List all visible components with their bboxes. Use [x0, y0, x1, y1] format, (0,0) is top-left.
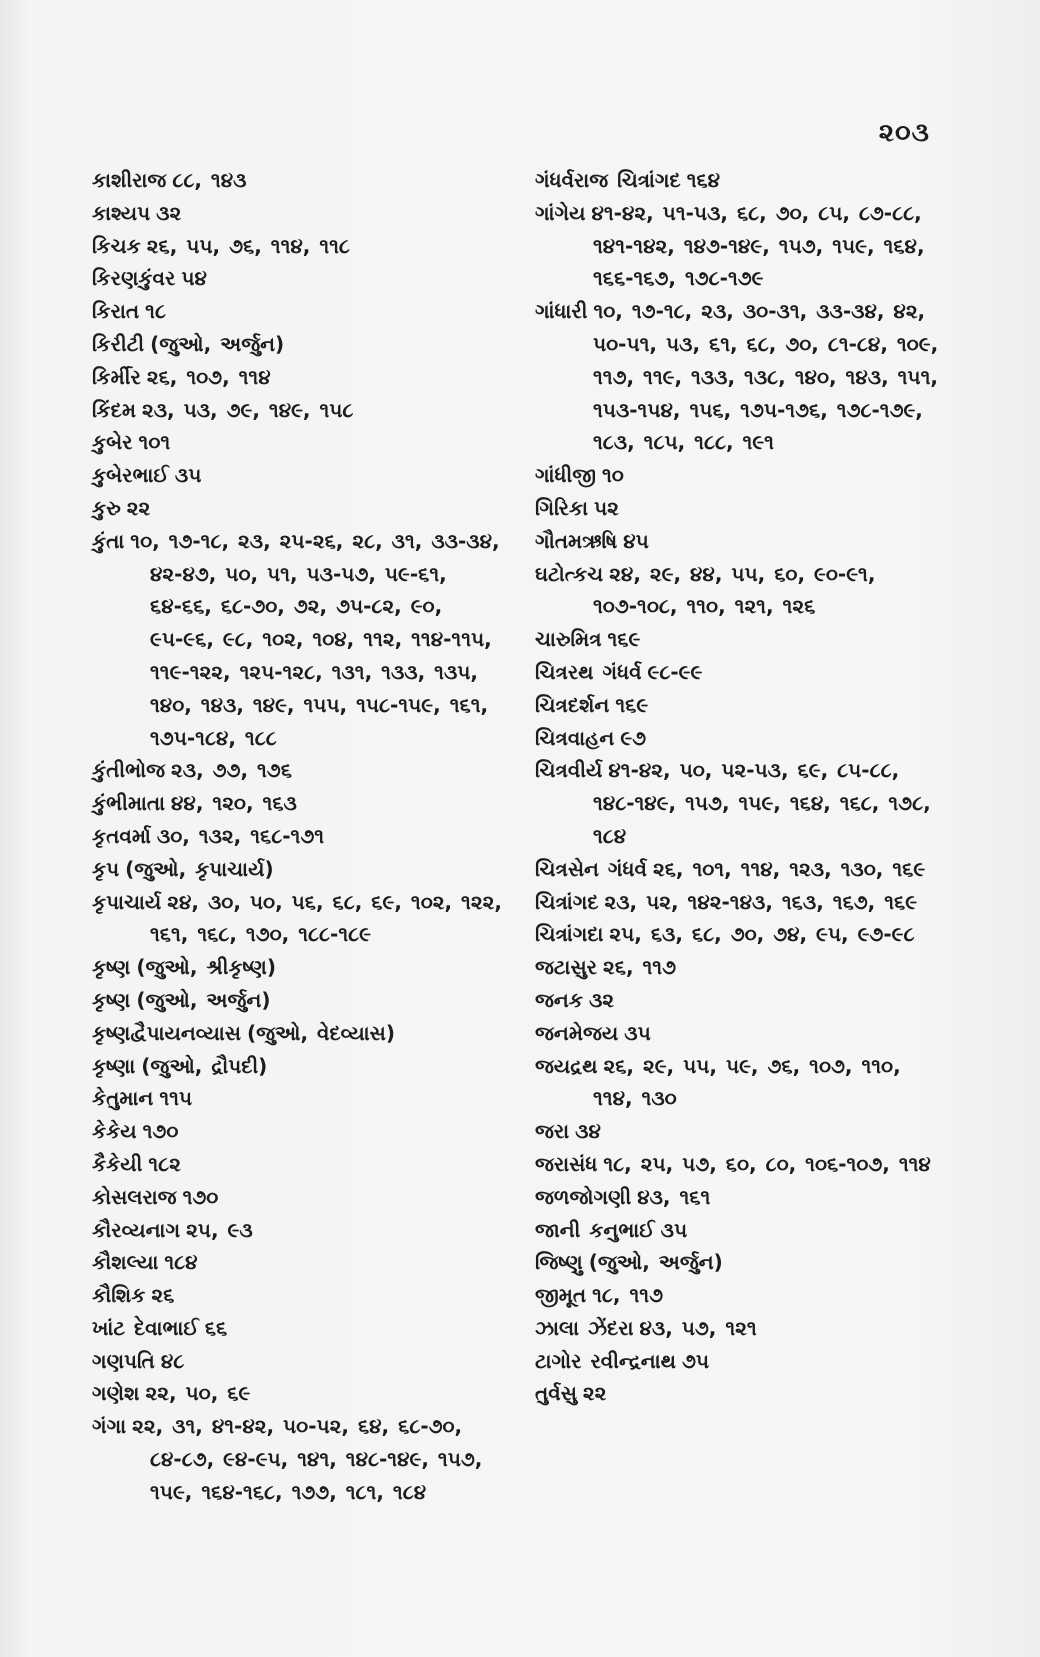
index-entry: [92, 1377, 507, 1410]
index-entry: [92, 1181, 507, 1214]
index-page-refs: ૨૪, ૨૯, ૪૪, ૫૫, ૬૦, ૯૦-૯૧, ૧૦૭-૧૦૮, ૧૧૦, ૧૨૧, ૧૨૬: [593, 561, 876, 619]
index-term: ગંગા: [92, 1414, 127, 1439]
index-column-right: [535, 164, 945, 1410]
index-page-refs: ૪૪, ૧૨૦, ૧૬૩: [171, 791, 297, 816]
index-entry: [92, 295, 507, 328]
index-entry: [92, 886, 507, 952]
index-term: જરા: [535, 1119, 570, 1144]
index-page-refs: ૪૧-૪૨, ૫૧-૫૩, ૬૮, ૭૦, ૮૫, ૮૭-૮૮, ૧૪૧-૧૪૨, ૧૪૭-૧૪૯, ૧૫૭, ૧૫૯, ૧૬૪, ૧૬૬-૧૬૭, ૧૭૮-૧૭૯: [591, 200, 925, 291]
index-term: કુંતીભોજ: [92, 758, 166, 783]
index-term: કાશ્યપ: [92, 200, 151, 225]
index-page-refs: ૨૩, ૫૩, ૭૯, ૧૪૯, ૧૫૮: [141, 397, 354, 422]
index-page-refs: ૧૬૯: [607, 627, 641, 652]
index-page-refs: (જુઓ, અર્જુન): [150, 331, 285, 356]
index-term: ગિરિકા: [535, 495, 588, 520]
index-page-refs: ૨૨, ૩૧, ૪૧-૪૨, ૫૦-૫૨, ૬૪, ૬૮-૭૦, ૮૪-૮૭, ૯૪-૯૫, ૧૪૧, ૧૪૮-૧૪૯, ૧૫૭, ૧૫૯, ૧૬૪-૧૬૮, ૧૭૭, ૧૮૧, ૧૮૪: [132, 1414, 483, 1504]
index-term: કિચક: [92, 233, 141, 258]
index-entry: [535, 295, 945, 459]
index-term: કૃષ્ણ: [92, 955, 131, 980]
index-page-refs: ૧૮૪: [164, 1250, 198, 1275]
index-term: કુંતા: [92, 528, 125, 553]
index-entry: [535, 951, 945, 984]
index-term: જનમેજય: [535, 1020, 619, 1045]
index-term: ચિત્રદર્શન: [535, 692, 610, 717]
index-entry: [535, 492, 945, 525]
index-entry: [535, 1148, 945, 1181]
index-entry: [92, 426, 507, 459]
index-entry: [92, 951, 507, 984]
index-page-refs: ૧૦, ૧૭-૧૮, ૨૩, ૨૫-૨૬, ૨૮, ૩૧, ૩૩-૩૪, ૪૨-૪૭, ૫૦, ૫૧, ૫૩-૫૭, ૫૯-૬૧, ૬૪-૬૬, ૬૮-૭૦, ૭૨, ૭૫-૮૨, ૯૦, ૯૫-૯૬, ૯૮, ૧૦૨, ૧૦૪, ૧૧૨, ૧૧૪-૧૧૫, ૧૧૯-૧૨૨, ૧૨૫-૧૨૮, ૧૩૧, ૧૩૩, ૧૩૫, ૧૪૦, ૧૪૩, ૧૪૯, ૧૫૫, ૧૫૮-૧૫૯, ૧૬૧, ૧૭૫-૧૮૪, ૧૮૮: [130, 528, 500, 750]
index-term: જટાસુર: [535, 955, 597, 980]
index-term: જરાસંધ: [535, 1151, 598, 1176]
index-term: ગંધર્વરાજ ચિત્રાંગદ: [535, 168, 681, 192]
index-term: કૌરવ્યનાગ: [92, 1217, 181, 1242]
index-term: ચારુમિત્ર: [535, 627, 602, 652]
index-page-refs: (જુઓ, દ્રૌપદી): [141, 1053, 268, 1078]
index-page-refs: ૨૨: [582, 1381, 607, 1406]
index-page-refs: ૪૮: [160, 1348, 185, 1373]
index-term: કૃષ્ણા: [92, 1053, 136, 1078]
index-term: કૃષ્ણદ્વૈપાયનવ્યાસ: [92, 1020, 241, 1045]
index-entry: [92, 164, 507, 197]
index-entry: [92, 1345, 507, 1378]
index-entry: [92, 1115, 507, 1148]
index-entry: [92, 754, 507, 787]
index-term: ચિત્રાંગદા: [535, 922, 604, 947]
index-page-refs: ૧૮૨: [148, 1151, 181, 1176]
index-term: કૃતવર્મા: [92, 823, 151, 848]
index-entry: [92, 394, 507, 427]
index-entry: [535, 459, 945, 492]
index-entry: [92, 328, 507, 361]
index-term: કૌશિક: [92, 1283, 146, 1308]
index-term: જયદ્રથ: [535, 1053, 598, 1078]
index-page-refs: ૭૫: [681, 1348, 709, 1373]
index-entry: [92, 820, 507, 853]
index-entry: [535, 1181, 945, 1214]
index-entry: [92, 1148, 507, 1181]
index-term: ચિત્રાંગદ: [535, 889, 599, 914]
index-entry: [92, 1279, 507, 1312]
index-entry: [92, 1246, 507, 1279]
index-term: કૌશલ્યા: [92, 1250, 159, 1275]
index-page-refs: ૧૦, ૧૭-૧૮, ૨૩, ૩૦-૩૧, ૩૩-૩૪, ૪૨, ૫૦-૫૧, ૫૩, ૬૧, ૬૮, ૭૦, ૮૧-૮૪, ૧૦૯, ૧૧૭, ૧૧૯, ૧૩૩, ૧૩૮, ૧૪૦, ૧૪૩, ૧૫૧, ૧૫૩-૧૫૪, ૧૫૬, ૧૭૫-૧૭૬, ૧૭૮-૧૭૯, ૧૮૩, ૧૮૫, ૧૮૮, ૧૯૧: [593, 299, 939, 455]
index-page-refs: ૨૨, ૫૦, ૬૯: [145, 1381, 251, 1406]
index-page-refs: ૧૮, ૧૧૭: [592, 1283, 663, 1308]
index-term: જનક: [535, 987, 583, 1012]
index-page-refs: ૧૬૯: [615, 692, 649, 717]
index-page-refs: ૯૭: [620, 725, 647, 750]
index-entry: [535, 525, 945, 558]
index-entry: [92, 1082, 507, 1115]
index-term: કૃષ્ણ: [92, 987, 131, 1012]
index-page-refs: ૩૫: [624, 1020, 651, 1045]
index-page-refs: ૧૦: [601, 463, 624, 488]
index-term: કૃપાચાર્ય: [92, 889, 162, 914]
index-page-refs: ૮૮, ૧૪૩: [172, 168, 247, 192]
index-entry: [535, 623, 945, 656]
index-entry: [535, 1345, 945, 1378]
index-page-refs: ૪૫: [623, 528, 649, 553]
index-term: કાશીરાજ: [92, 168, 167, 192]
index-page-refs: ૨૨: [126, 495, 151, 520]
index-term: ચિત્રવાહન: [535, 725, 615, 750]
index-page-refs: ૨૬, ૧૧૭: [603, 955, 677, 980]
index-term: ચિત્રરથ ગંધર્વ: [535, 659, 642, 684]
index-term: ચિત્રસેન ગંધર્વ: [535, 856, 647, 881]
index-term: કૈકેયી: [92, 1151, 143, 1176]
index-term: ચિત્રવીર્ય: [535, 758, 603, 783]
index-entry: [535, 918, 945, 951]
index-entry: [535, 886, 945, 919]
index-page-refs: ૫૨: [594, 495, 619, 520]
index-term: ગણેશ: [92, 1381, 140, 1406]
index-page-refs: ૨૬, ૫૫, ૭૬, ૧૧૪, ૧૧૮: [146, 233, 350, 258]
index-page-refs: ૩૨: [156, 200, 182, 225]
index-term: જિષ્ણુ: [535, 1250, 583, 1275]
index-page-refs: ૨૬, ૨૯, ૫૫, ૫૯, ૭૬, ૧૦૭, ૧૧૦, ૧૧૪, ૧૩૦: [593, 1053, 901, 1111]
index-page-refs: ૧૮, ૨૫, ૫૭, ૬૦, ૮૦, ૧૦૬-૧૦૭, ૧૧૪: [603, 1151, 931, 1176]
index-entry: [92, 1214, 507, 1247]
index-page-refs: ૪૧-૪૨, ૫૦, ૫૨-૫૩, ૬૯, ૮૫-૮૮, ૧૪૮-૧૪૯, ૧૫૭, ૧૫૯, ૧૬૪, ૧૬૮, ૧૭૮, ૧૮૪: [593, 758, 931, 848]
index-entry: [535, 722, 945, 755]
index-entry: [92, 984, 507, 1017]
index-page-refs: ૩૫: [660, 1217, 688, 1242]
index-term: જાની કનુભાઈ: [535, 1217, 655, 1242]
index-page-refs: ૩૦, ૧૩૨, ૧૬૮-૧૭૧: [156, 823, 325, 848]
index-term: કિર્મીર: [92, 364, 141, 389]
index-entry: [535, 984, 945, 1017]
index-entry: [535, 1312, 945, 1345]
index-column-left: [92, 164, 507, 1509]
index-entry: [92, 197, 507, 230]
index-entry: [92, 1312, 507, 1345]
index-page-refs: ૨૬, ૧૦૧, ૧૧૪, ૧૨૩, ૧૩૦, ૧૬૯: [652, 856, 926, 881]
index-entry: [92, 262, 507, 295]
index-page-refs: ૨૩, ૫૨, ૧૪૨-૧૪૩, ૧૬૩, ૧૬૭, ૧૬૯: [604, 889, 918, 914]
index-page-refs: ૨૩, ૭૭, ૧૭૬: [171, 758, 292, 783]
index-term: કુંભીમાતા: [92, 791, 166, 816]
index-page-refs: ૬૬: [204, 1315, 228, 1340]
index-page-refs: ૨૬: [151, 1283, 175, 1308]
index-page-refs: ૪૩, ૫૭, ૧૨૧: [639, 1315, 757, 1340]
index-term: ખાંટ દેવાભાઈ: [92, 1315, 199, 1340]
index-entry: [92, 525, 507, 755]
index-page-refs: ૩૫: [174, 463, 202, 488]
index-entry: [92, 361, 507, 394]
index-term: ગાંગેય: [535, 200, 586, 225]
index-entry: [535, 1050, 945, 1116]
index-term: કૃપ: [92, 856, 120, 881]
index-term: ઝાલા ઝેંદરા: [535, 1315, 634, 1340]
index-page-refs: ૧૦૧: [138, 430, 171, 455]
index-term: કોસલરાજ: [92, 1184, 177, 1209]
index-page-refs: (જુઓ, અર્જુન): [136, 987, 271, 1012]
index-entry: [92, 1410, 507, 1508]
index-entry: [535, 754, 945, 852]
index-page-refs: ૩૨: [588, 987, 615, 1012]
index-page-refs: (જુઓ, અર્જુન): [588, 1250, 723, 1275]
index-entry: [535, 1279, 945, 1312]
index-entry: [92, 1050, 507, 1083]
index-page-refs: ૩૪: [575, 1119, 601, 1144]
index-page-refs: (જુઓ, વેદવ્યાસ): [246, 1020, 395, 1045]
index-entry: [535, 853, 945, 886]
index-term: ગાંધીજી: [535, 463, 596, 488]
index-term: તુર્વસુ: [535, 1381, 577, 1406]
index-page-refs: ૧૮: [145, 299, 166, 324]
index-entry: [535, 1377, 945, 1410]
index-term: કુરુ: [92, 495, 121, 520]
index-entry: [535, 1115, 945, 1148]
index-entry: [535, 1246, 945, 1279]
index-term: કેતુમાન: [92, 1086, 154, 1111]
index-entry: [535, 689, 945, 722]
index-entry: [92, 492, 507, 525]
index-entry: [92, 1017, 507, 1050]
index-entry: [535, 1214, 945, 1247]
index-term: ઘટોત્કચ: [535, 561, 604, 586]
index-page-refs: ૨૫, ૯૩: [186, 1217, 253, 1242]
index-entry: [535, 656, 945, 689]
index-page-refs: ૧૬૪: [686, 168, 721, 192]
index-entry: [535, 558, 945, 624]
index-entry: [92, 230, 507, 263]
index-term: જીમૂત: [535, 1283, 587, 1308]
index-page-refs: (જુઓ, શ્રીકૃષ્ણ): [136, 955, 276, 980]
page-number: ૨૦૩: [878, 118, 930, 148]
index-page-refs: ૧૧૫: [159, 1086, 193, 1111]
index-entry: [535, 1017, 945, 1050]
index-page-refs: (જુઓ, કૃપાચાર્ય): [125, 856, 274, 881]
index-page-refs: ૨૪, ૩૦, ૫૦, ૫૬, ૬૮, ૬૯, ૧૦૨, ૧૨૨, ૧૬૧, ૧૬૮, ૧૭૦, ૧૮૮-૧૮૯: [150, 889, 502, 947]
index-term: કિરાત: [92, 299, 140, 324]
index-term: કિરીટી: [92, 331, 145, 356]
index-page-refs: ૨૫, ૬૩, ૬૮, ૭૦, ૭૪, ૯૫, ૯૭-૯૮: [609, 922, 915, 947]
index-entry: [92, 853, 507, 886]
index-term: ગણપતિ: [92, 1348, 155, 1373]
index-page-refs: ૫૪: [181, 266, 207, 291]
index-page-refs: ૧૭૦: [182, 1184, 219, 1209]
index-entry: [535, 197, 945, 295]
index-entry: [92, 787, 507, 820]
index-term: જળજોગણી: [535, 1184, 632, 1209]
index-term: કિરણકુંવર: [92, 266, 176, 291]
index-term: કિંદમ: [92, 397, 136, 422]
index-term: ગાંધારી: [535, 299, 588, 324]
index-page-refs: ૨૬, ૧૦૭, ૧૧૪: [146, 364, 271, 389]
index-entry: [92, 459, 507, 492]
index-term: કુબેર: [92, 430, 133, 455]
index-page-refs: ૯૮-૯૯: [647, 659, 703, 684]
index-term: ટાગોર રવીન્દ્રનાથ: [535, 1348, 676, 1373]
index-page-refs: ૧૭૦: [142, 1119, 179, 1144]
index-term: કુબેરભાઈ: [92, 463, 169, 488]
index-entry: [535, 164, 945, 197]
index-term: ગૌતમઋષિ: [535, 528, 618, 553]
index-page-refs: ૪૩, ૧૬૧: [637, 1184, 711, 1209]
index-term: કેકેય: [92, 1119, 137, 1144]
